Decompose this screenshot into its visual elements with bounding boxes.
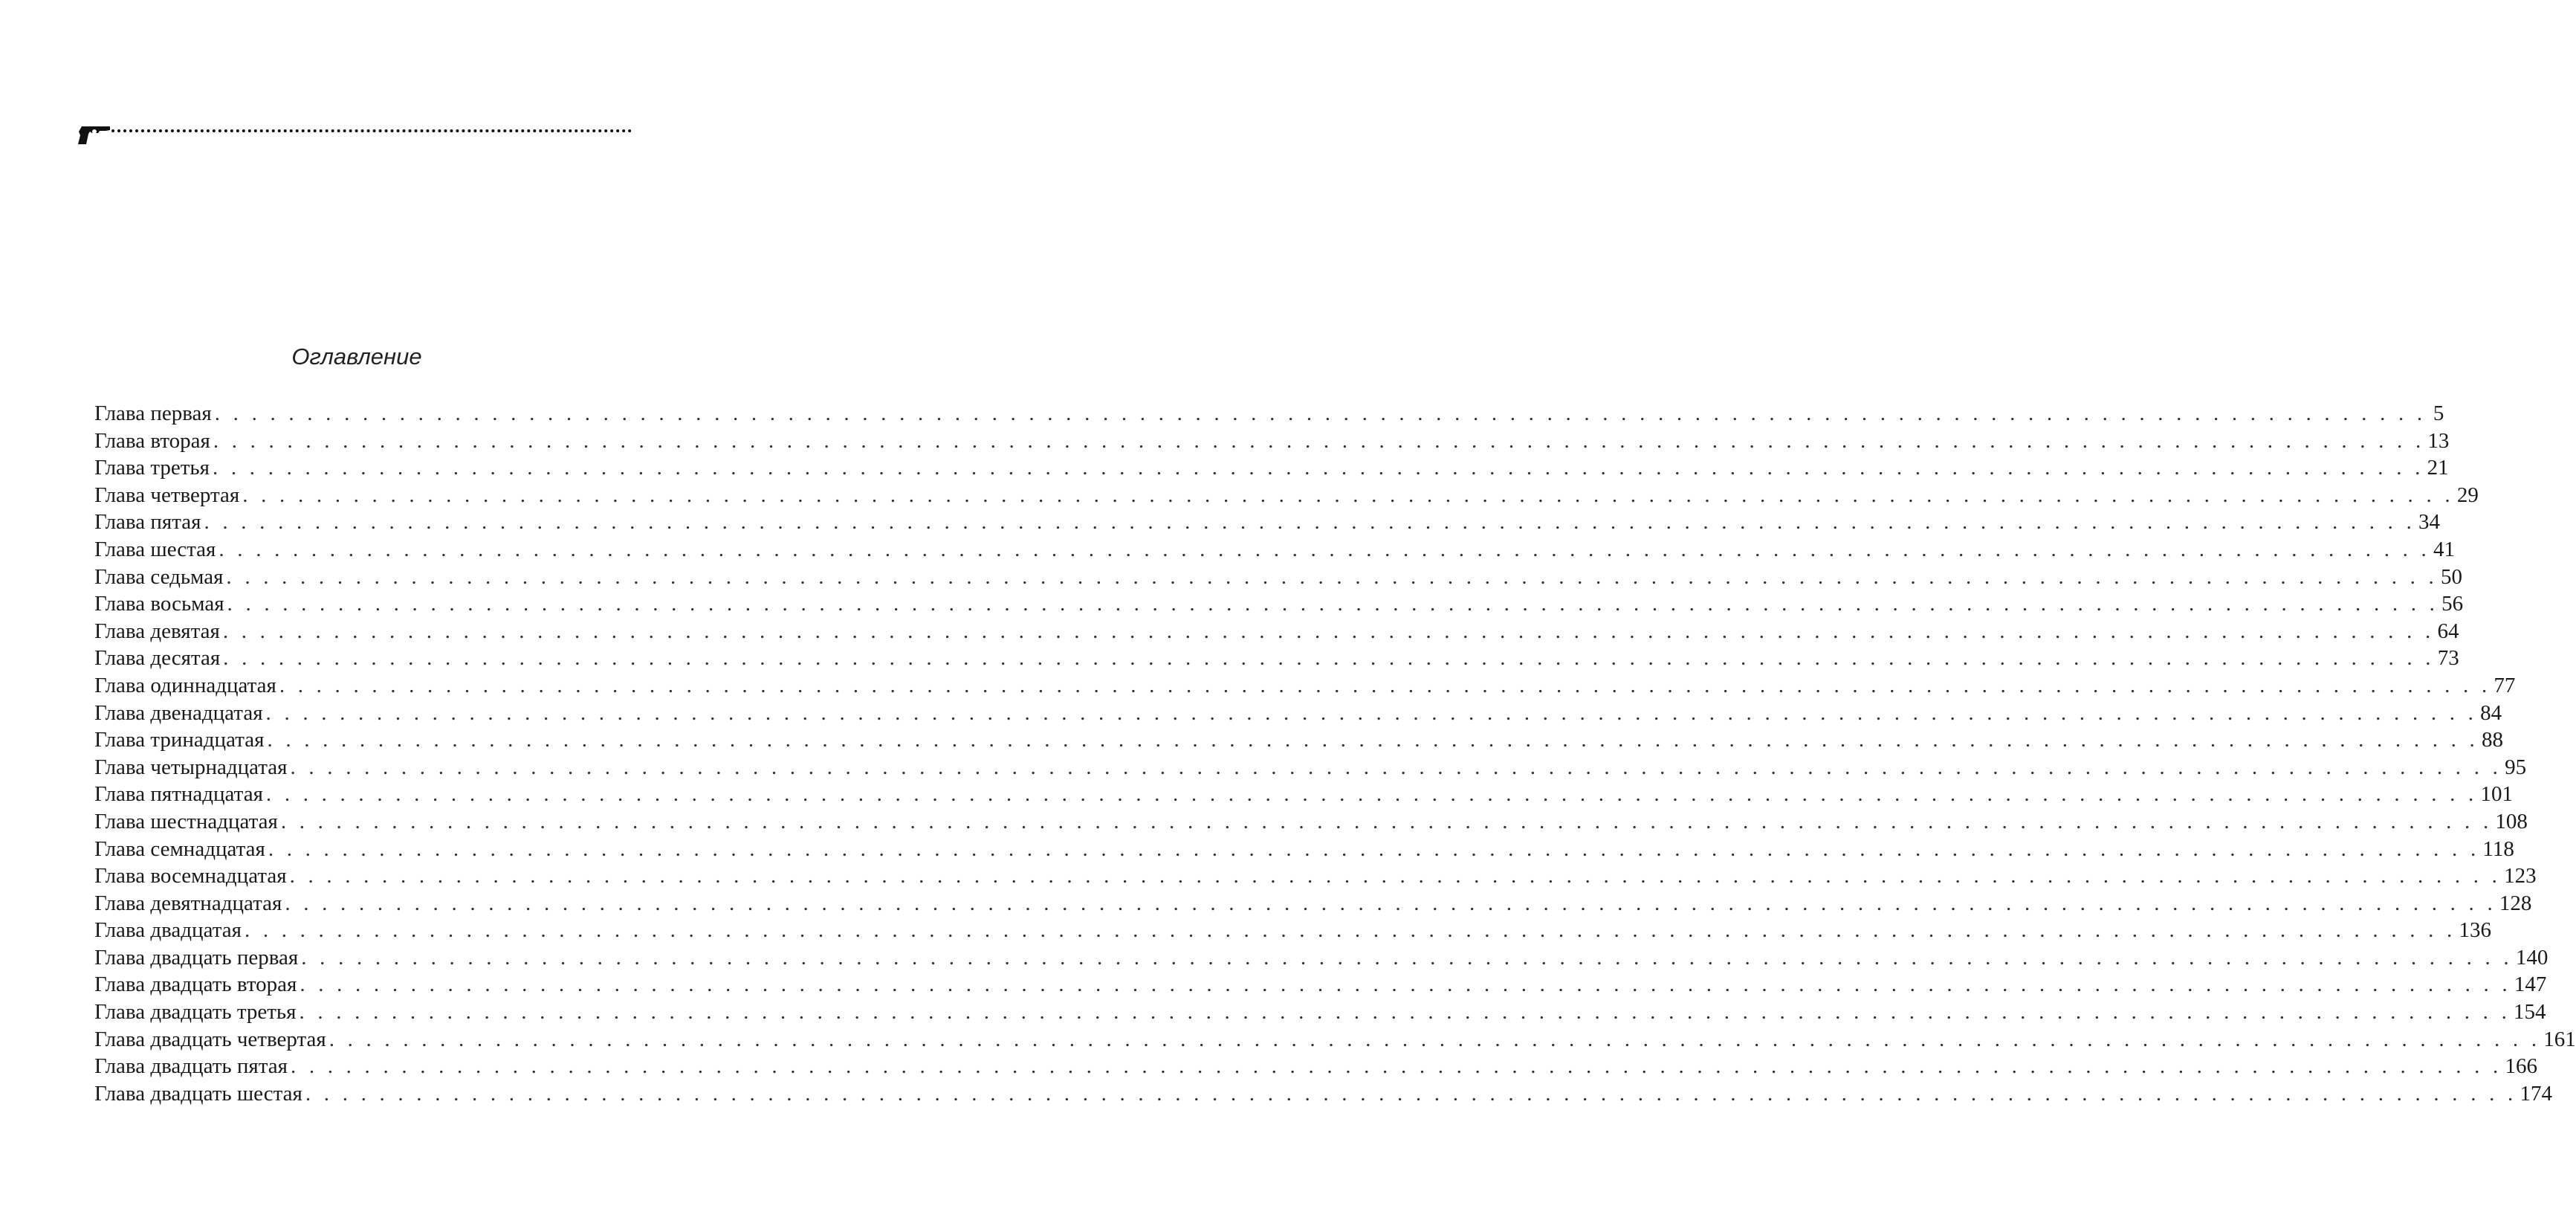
toc-entry-label: Глава двадцатая bbox=[94, 918, 242, 943]
toc-entry-label: Глава девятнадцатая bbox=[94, 891, 282, 915]
toc-entry-label: Глава двадцать первая bbox=[94, 945, 299, 970]
toc-entry bbox=[94, 646, 2459, 674]
toc-entry-label: Глава шестая bbox=[94, 537, 216, 561]
toc-entry-page-number: 101 bbox=[2480, 782, 2513, 807]
toc-entry-page-number: 56 bbox=[2441, 592, 2464, 616]
toc-entry-label: Глава десятая bbox=[94, 646, 221, 671]
toc-entry bbox=[94, 592, 2464, 619]
page-title: Оглавление bbox=[291, 343, 422, 370]
dot-leader: . . . . . . . . . . . . . . . . . . . . . . . . . . . . . . . . . . . . . . . . . . . . . . . . . . . . . . . . . . . . . . . . . . . . . . . . . . . . . . . . . . . . . . . . . . . . . . . . . . . . . . . . . . . . . . . . . . . . . . . . bbox=[267, 728, 2479, 752]
toc-entry-page-number: 29 bbox=[2456, 483, 2479, 507]
dot-leader: . . . . . . . . . . . . . . . . . . . . . . . . . . . . . . . . . . . . . . . . . . . . . . . . . . . . . . . . . . . . . . . . . . . . . . . . . . . . . . . . . . . . . . . . . . . . . . . . . . . . . . . . . . . . . . . . . . . . . . . . bbox=[204, 510, 2416, 535]
dot-leader: . . . . . . . . . . . . . . . . . . . . . . . . . . . . . . . . . . . . . . . . . . . . . . . . . . . . . . . . . . . . . . . . . . . . . . . . . . . . . . . . . . . . . . . . . . . . . . . . . . . . . . . . . . . . . . . . . . . . . . . . bbox=[279, 673, 2491, 697]
toc-entry bbox=[94, 537, 2455, 565]
toc-entry bbox=[94, 728, 2503, 755]
dot-leader: . . . . . . . . . . . . . . . . . . . . . . . . . . . . . . . . . . . . . . . . . . . . . . . . . . . . . . . . . . . . . . . . . . . . . . . . . . . . . . . . . . . . . . . . . . . . . . . . . . . . . . . . . . . . . . . . . . . . . . . . bbox=[299, 1000, 2511, 1025]
toc-entry-page-number: 34 bbox=[2418, 510, 2441, 535]
toc-entry-label: Глава тринадцатая bbox=[94, 728, 265, 752]
toc-entry-label: Глава восьмая bbox=[94, 592, 224, 616]
toc-entry bbox=[94, 1027, 2576, 1055]
toc-entry-page-number: 174 bbox=[2520, 1081, 2552, 1106]
dotted-rule bbox=[111, 129, 632, 132]
dot-leader: . . . . . . . . . . . . . . . . . . . . . . . . . . . . . . . . . . . . . . . . . . . . . . . . . . . . . . . . . . . . . . . . . . . . . . . . . . . . . . . . . . . . . . . . . . . . . . . . . . . . . . . . . . . . . . . . . . . . . . . . bbox=[219, 537, 2430, 561]
dot-leader: . . . . . . . . . . . . . . . . . . . . . . . . . . . . . . . . . . . . . . . . . . . . . . . . . . . . . . . . . . . . . . . . . . . . . . . . . . . . . . . . . . . . . . . . . . . . . . . . . . . . . . . . . . . . . . . . . . . . . . . . bbox=[301, 945, 2513, 970]
toc-entry bbox=[94, 891, 2532, 919]
toc-entry-label: Глава восемнадцатая bbox=[94, 864, 287, 888]
pistol-icon bbox=[76, 123, 113, 146]
dot-leader: . . . . . . . . . . . . . . . . . . . . . . . . . . . . . . . . . . . . . . . . . . . . . . . . . . . . . . . . . . . . . . . . . . . . . . . . . . . . . . . . . . . . . . . . . . . . . . . . . . . . . . . . . . . . . . . . . . . . . . . . bbox=[290, 755, 2502, 779]
toc-entry bbox=[94, 836, 2514, 865]
toc-entry-page-number: 95 bbox=[2505, 755, 2527, 779]
toc-entry bbox=[94, 510, 2441, 538]
toc-entry bbox=[94, 918, 2491, 946]
toc-entry bbox=[94, 782, 2513, 810]
dot-leader: . . . . . . . . . . . . . . . . . . . . . . . . . . . . . . . . . . . . . . . . . . . . . . . . . . . . . . . . . . . . . . . . . . . . . . . . . . . . . . . . . . . . . . . . . . . . . . . . . . . . . . . . . . . . . . . . . . . . . . . . bbox=[285, 891, 2496, 915]
toc-entry-page-number: 128 bbox=[2499, 891, 2532, 915]
dot-leader: . . . . . . . . . . . . . . . . . . . . . . . . . . . . . . . . . . . . . . . . . . . . . . . . . . . . . . . . . . . . . . . . . . . . . . . . . . . . . . . . . . . . . . . . . . . . . . . . . . . . . . . . . . . . . . . . . . . . . . . . bbox=[265, 782, 2478, 807]
toc-entry bbox=[94, 483, 2479, 511]
toc-entry-label: Глава пятая bbox=[94, 510, 201, 535]
dot-leader: . . . . . . . . . . . . . . . . . . . . . . . . . . . . . . . . . . . . . . . . . . . . . . . . . . . . . . . . . . . . . . . . . . . . . . . . . . . . . . . . . . . . . . . . . . . . . . . . . . . . . . . . . . . . . . . . . . . . . . . . bbox=[223, 646, 2435, 671]
toc-entry bbox=[94, 401, 2444, 429]
toc-entry-page-number: 166 bbox=[2505, 1054, 2538, 1079]
toc-entry bbox=[94, 809, 2528, 837]
toc-entry bbox=[94, 1081, 2552, 1109]
toc-entry-label: Глава двадцать четвертая bbox=[94, 1027, 326, 1051]
toc-entry bbox=[94, 755, 2527, 783]
toc-entry-label: Глава четырнадцатая bbox=[94, 755, 288, 779]
dot-leader: . . . . . . . . . . . . . . . . . . . . . . . . . . . . . . . . . . . . . . . . . . . . . . . . . . . . . . . . . . . . . . . . . . . . . . . . . . . . . . . . . . . . . . . . . . . . . . . . . . . . . . . . . . . . . . . . . . . . . . . . bbox=[213, 456, 2424, 480]
table-of-contents bbox=[94, 401, 2576, 1109]
dot-leader: . . . . . . . . . . . . . . . . . . . . . . . . . . . . . . . . . . . . . . . . . . . . . . . . . . . . . . . . . . . . . . . . . . . . . . . . . . . . . . . . . . . . . . . . . . . . . . . . . . . . . . . . . . . . . . . . . . . . . . . . bbox=[244, 918, 2456, 943]
toc-entry-page-number: 77 bbox=[2494, 673, 2516, 697]
toc-entry bbox=[94, 428, 2450, 457]
dot-leader: . . . . . . . . . . . . . . . . . . . . . . . . . . . . . . . . . . . . . . . . . . . . . . . . . . . . . . . . . . . . . . . . . . . . . . . . . . . . . . . . . . . . . . . . . . . . . . . . . . . . . . . . . . . . . . . . . . . . . . . . bbox=[290, 1054, 2502, 1079]
dot-leader: . . . . . . . . . . . . . . . . . . . . . . . . . . . . . . . . . . . . . . . . . . . . . . . . . . . . . . . . . . . . . . . . . . . . . . . . . . . . . . . . . . . . . . . . . . . . . . . . . . . . . . . . . . . . . . . . . . . . . . . . bbox=[305, 1081, 2517, 1106]
dot-leader: . . . . . . . . . . . . . . . . . . . . . . . . . . . . . . . . . . . . . . . . . . . . . . . . . . . . . . . . . . . . . . . . . . . . . . . . . . . . . . . . . . . . . . . . . . . . . . . . . . . . . . . . . . . . . . . . . . . . . . . . bbox=[242, 483, 2454, 507]
toc-entry-page-number: 140 bbox=[2515, 945, 2549, 970]
toc-entry-page-number: 13 bbox=[2427, 428, 2450, 453]
toc-entry-page-number: 154 bbox=[2514, 1000, 2546, 1025]
toc-entry-label: Глава пятнадцатая bbox=[94, 782, 263, 807]
toc-entry bbox=[94, 456, 2449, 483]
toc-entry-label: Глава двадцать вторая bbox=[94, 972, 297, 997]
dot-leader: . . . . . . . . . . . . . . . . . . . . . . . . . . . . . . . . . . . . . . . . . . . . . . . . . . . . . . . . . . . . . . . . . . . . . . . . . . . . . . . . . . . . . . . . . . . . . . . . . . . . . . . . . . . . . . . . . . . . . . . . bbox=[265, 700, 2478, 725]
toc-entry-page-number: 84 bbox=[2480, 700, 2502, 725]
toc-entry-page-number: 64 bbox=[2437, 619, 2459, 643]
toc-entry-page-number: 88 bbox=[2482, 728, 2503, 752]
dot-leader: . . . . . . . . . . . . . . . . . . . . . . . . . . . . . . . . . . . . . . . . . . . . . . . . . . . . . . . . . . . . . . . . . . . . . . . . . . . . . . . . . . . . . . . . . . . . . . . . . . . . . . . . . . . . . . . . . . . . . . . . bbox=[268, 836, 2480, 861]
toc-entry-label: Глава семнадцатая bbox=[94, 836, 265, 861]
toc-entry-label: Глава вторая bbox=[94, 428, 210, 453]
dot-leader: . . . . . . . . . . . . . . . . . . . . . . . . . . . . . . . . . . . . . . . . . . . . . . . . . . . . . . . . . . . . . . . . . . . . . . . . . . . . . . . . . . . . . . . . . . . . . . . . . . . . . . . . . . . . . . . . . . . . . . . . bbox=[213, 428, 2425, 453]
dot-leader: . . . . . . . . . . . . . . . . . . . . . . . . . . . . . . . . . . . . . . . . . . . . . . . . . . . . . . . . . . . . . . . . . . . . . . . . . . . . . . . . . . . . . . . . . . . . . . . . . . . . . . . . . . . . . . . . . . . . . . . . bbox=[300, 972, 2511, 997]
toc-entry-label: Глава седьмая bbox=[94, 564, 224, 589]
toc-entry-page-number: 50 bbox=[2440, 564, 2462, 589]
toc-entry-label: Глава четвертая bbox=[94, 483, 240, 507]
toc-entry-page-number: 118 bbox=[2482, 836, 2514, 861]
header-ornament bbox=[76, 119, 633, 149]
toc-entry-page-number: 136 bbox=[2459, 918, 2491, 943]
toc-entry-label: Глава третья bbox=[94, 456, 210, 480]
dot-leader: . . . . . . . . . . . . . . . . . . . . . . . . . . . . . . . . . . . . . . . . . . . . . . . . . . . . . . . . . . . . . . . . . . . . . . . . . . . . . . . . . . . . . . . . . . . . . . . . . . . . . . . . . . . . . . . . . . . . . . . . bbox=[280, 809, 2493, 833]
toc-entry-label: Глава шестнадцатая bbox=[94, 809, 278, 833]
toc-entry bbox=[94, 1054, 2538, 1082]
toc-entry-page-number: 5 bbox=[2433, 401, 2444, 425]
toc-entry-page-number: 73 bbox=[2437, 646, 2459, 671]
toc-entry-label: Глава одиннадцатая bbox=[94, 673, 276, 697]
toc-entry bbox=[94, 673, 2516, 701]
toc-entry bbox=[94, 864, 2537, 891]
dot-leader: . . . . . . . . . . . . . . . . . . . . . . . . . . . . . . . . . . . . . . . . . . . . . . . . . . . . . . . . . . . . . . . . . . . . . . . . . . . . . . . . . . . . . . . . . . . . . . . . . . . . . . . . . . . . . . . . . . . . . . . . bbox=[329, 1027, 2541, 1051]
dot-leader: . . . . . . . . . . . . . . . . . . . . . . . . . . . . . . . . . . . . . . . . . . . . . . . . . . . . . . . . . . . . . . . . . . . . . . . . . . . . . . . . . . . . . . . . . . . . . . . . . . . . . . . . . . . . . . . . . . . . . . . . bbox=[222, 619, 2435, 643]
toc-entry bbox=[94, 564, 2462, 593]
toc-entry-label: Глава двадцать пятая bbox=[94, 1054, 288, 1079]
toc-entry-page-number: 108 bbox=[2495, 809, 2528, 833]
toc-entry bbox=[94, 1000, 2546, 1028]
toc-entry-page-number: 123 bbox=[2504, 864, 2537, 888]
toc-entry-page-number: 161 bbox=[2543, 1027, 2576, 1051]
toc-entry bbox=[94, 972, 2547, 1000]
toc-entry-label: Глава двенадцатая bbox=[94, 700, 263, 725]
toc-entry bbox=[94, 619, 2459, 647]
toc-entry-page-number: 41 bbox=[2433, 537, 2455, 561]
toc-entry-label: Глава первая bbox=[94, 401, 212, 425]
toc-entry-page-number: 147 bbox=[2514, 972, 2547, 997]
toc-entry bbox=[94, 945, 2549, 973]
toc-entry-label: Глава девятая bbox=[94, 619, 220, 643]
dot-leader: . . . . . . . . . . . . . . . . . . . . . . . . . . . . . . . . . . . . . . . . . . . . . . . . . . . . . . . . . . . . . . . . . . . . . . . . . . . . . . . . . . . . . . . . . . . . . . . . . . . . . . . . . . . . . . . . . . . . . . . . bbox=[289, 864, 2502, 888]
dot-leader: . . . . . . . . . . . . . . . . . . . . . . . . . . . . . . . . . . . . . . . . . . . . . . . . . . . . . . . . . . . . . . . . . . . . . . . . . . . . . . . . . . . . . . . . . . . . . . . . . . . . . . . . . . . . . . . . . . . . . . . . bbox=[214, 401, 2427, 425]
toc-entry-label: Глава двадцать третья bbox=[94, 1000, 297, 1025]
toc-entry-page-number: 21 bbox=[2427, 456, 2449, 480]
toc-entry bbox=[94, 700, 2502, 729]
toc-entry-label: Глава двадцать шестая bbox=[94, 1081, 302, 1106]
dot-leader: . . . . . . . . . . . . . . . . . . . . . . . . . . . . . . . . . . . . . . . . . . . . . . . . . . . . . . . . . . . . . . . . . . . . . . . . . . . . . . . . . . . . . . . . . . . . . . . . . . . . . . . . . . . . . . . . . . . . . . . . bbox=[226, 564, 2438, 589]
dot-leader: . . . . . . . . . . . . . . . . . . . . . . . . . . . . . . . . . . . . . . . . . . . . . . . . . . . . . . . . . . . . . . . . . . . . . . . . . . . . . . . . . . . . . . . . . . . . . . . . . . . . . . . . . . . . . . . . . . . . . . . . bbox=[227, 592, 2439, 616]
